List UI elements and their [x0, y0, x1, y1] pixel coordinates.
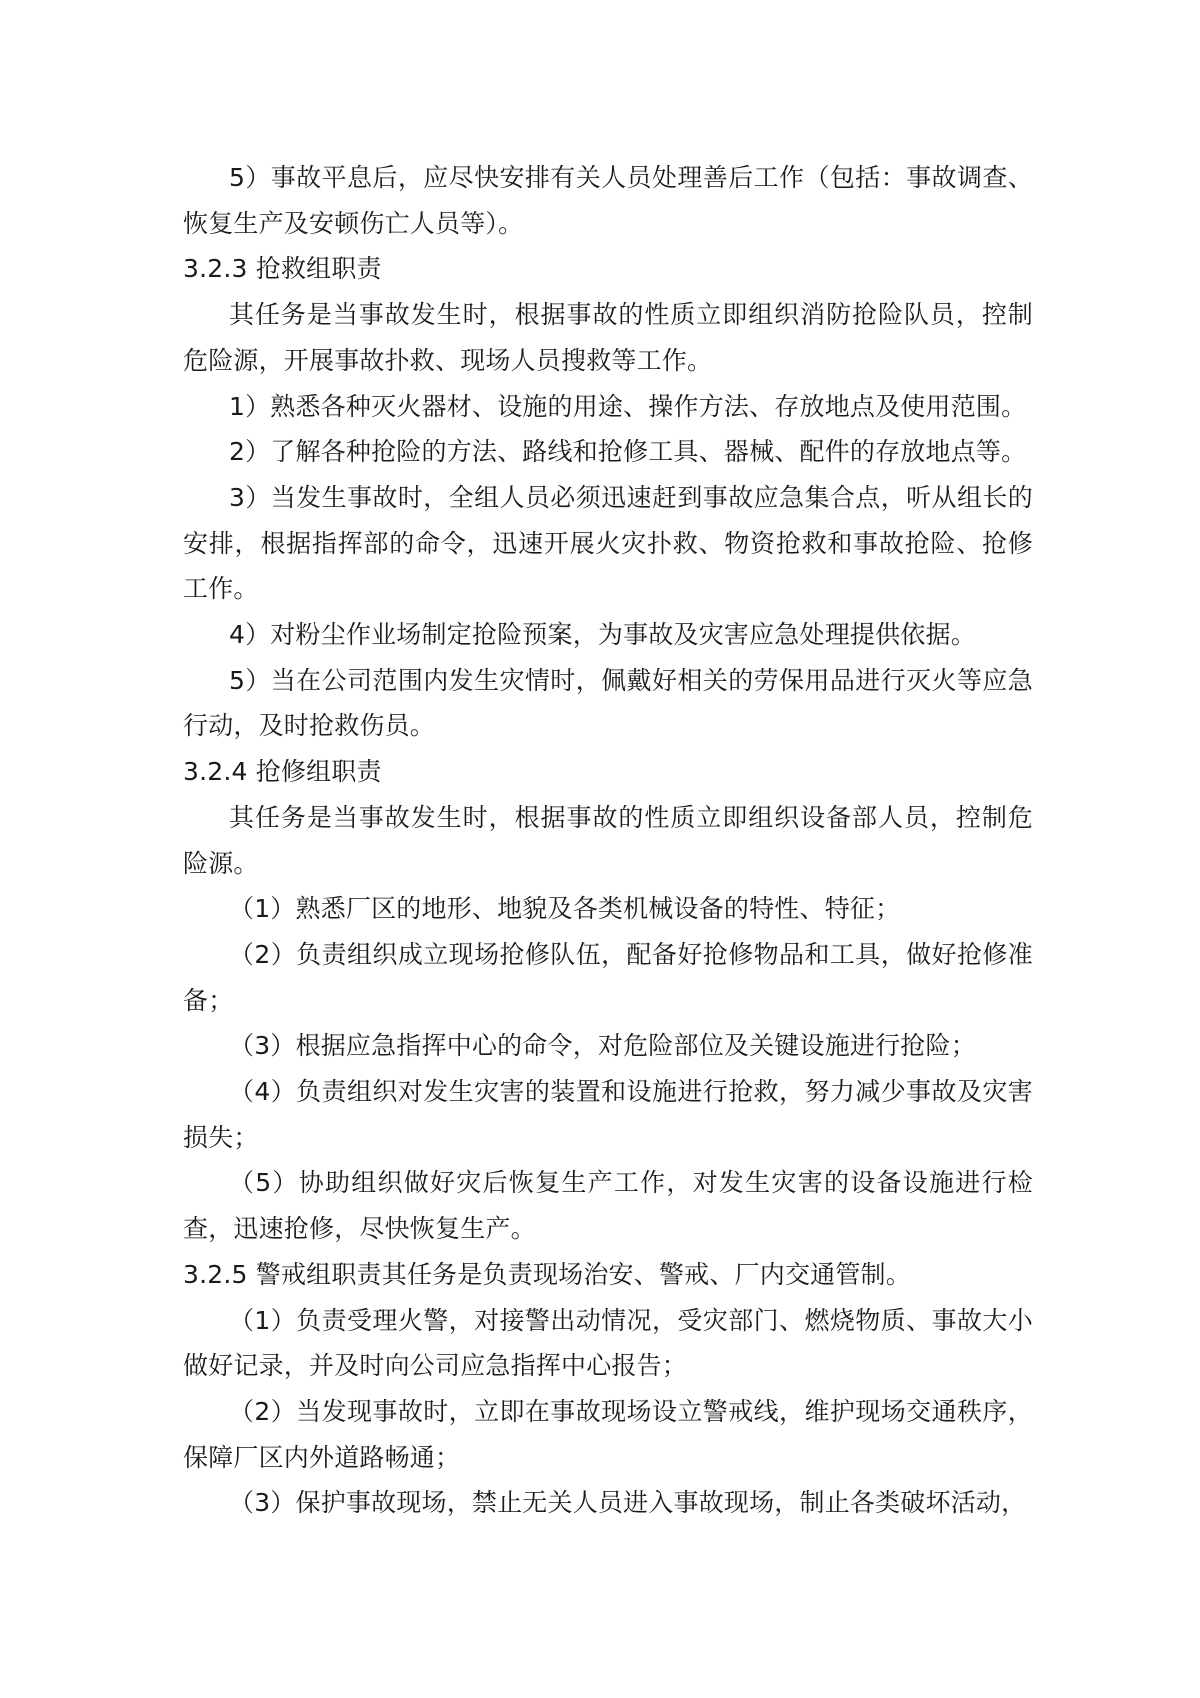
- document-body: [183, 155, 1033, 1526]
- paragraph-repair-task: 其任务是当事故发生时，根据事故的性质立即组织设备部人员，控制危险源。: [183, 802, 1033, 878]
- list-item-repair-5: （5）协助组织做好灾后恢复生产工作，对发生灾害的设备设施进行检查，迅速抢修，尽快恢复生产。: [183, 1168, 1033, 1244]
- list-item-repair-2: （2）负责组织成立现场抢修队伍，配备好抢修物品和工具，做好抢修准备；: [183, 939, 1033, 1015]
- paragraph-rescue-task: 其任务是当事故发生时，根据事故的性质立即组织消防抢险队员，控制危险源，开展事故扑救、现场人员搜救等工作。: [183, 300, 1033, 375]
- paragraph-aftermath: 5）事故平息后，应尽快安排有关人员处理善后工作（包括：事故调查、恢复生产及安顿伤亡人员等）。: [183, 163, 1033, 238]
- section-heading-rescue-team: 3.2.3 抢救组职责: [183, 254, 382, 284]
- list-item-rescue-4: 4）对粉尘作业场制定抢险预案，为事故及灾害应急处理提供依据。: [229, 620, 976, 650]
- list-item-rescue-5: 5）当在公司范围内发生灾情时，佩戴好相关的劳保用品进行灭火等应急行动，及时抢救伤员。: [183, 665, 1033, 741]
- list-item-security-3: （3）保护事故现场，禁止无关人员进入事故现场，制止各类破坏活动，: [229, 1488, 1027, 1518]
- list-item-repair-1: （1）熟悉厂区的地形、地貌及各类机械设备的特性、特征；: [229, 894, 901, 924]
- list-item-rescue-2: 2）了解各种抢险的方法、路线和抢修工具、器械、配件的存放地点等。: [229, 437, 1027, 467]
- section-heading-repair-team: 3.2.4 抢修组职责: [183, 757, 382, 787]
- list-item-repair-4: （4）负责组织对发生灾害的装置和设施进行抢救，努力减少事故及灾害损失；: [183, 1077, 1033, 1152]
- section-heading-security-team: 3.2.5 警戒组职责其任务是负责现场治安、警戒、厂内交通管制。: [183, 1259, 911, 1289]
- list-item-security-2: （2）当发现事故时，立即在事故现场设立警戒线，维护现场交通秩序，保障厂区内外道路畅通；: [183, 1396, 1033, 1472]
- list-item-security-1: （1）负责受理火警，对接警出动情况，受灾部门、燃烧物质、事故大小做好记录，并及时向公司应急指挥中心报告；: [183, 1305, 1033, 1381]
- list-item-rescue-3: 3）当发生事故时，全组人员必须迅速赶到事故应急集合点，听从组长的安排，根据指挥部的命令，迅速开展火灾扑救、物资抢救和事故抢险、抢修工作。: [183, 482, 1033, 604]
- list-item-repair-3: （3）根据应急指挥中心的命令，对危险部位及关键设施进行抢险；: [229, 1031, 976, 1061]
- list-item-rescue-1: 1）熟悉各种灭火器材、设施的用途、操作方法、存放地点及使用范围。: [229, 391, 1027, 421]
